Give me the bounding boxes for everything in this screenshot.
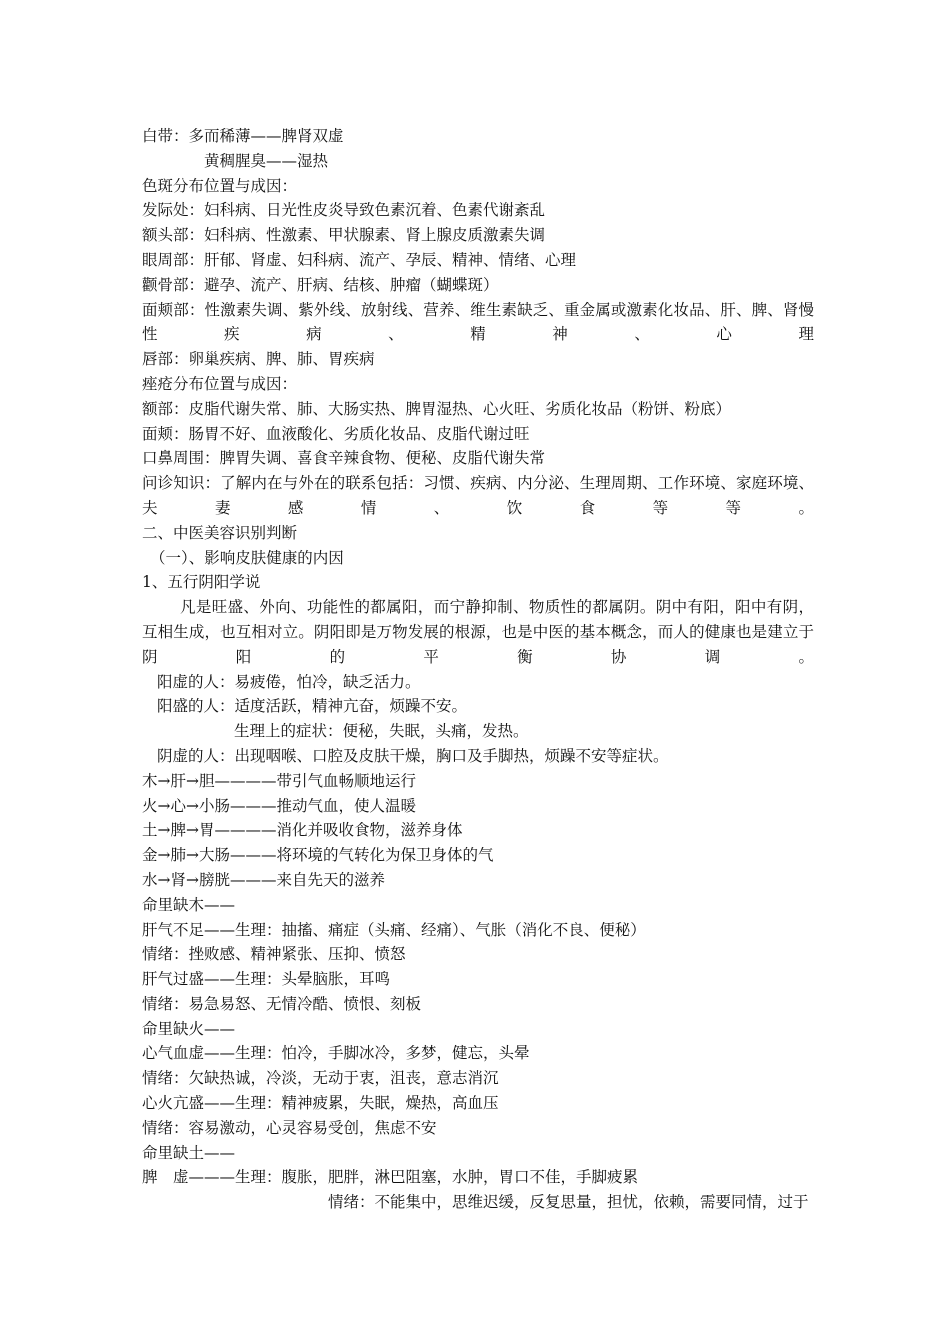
text-line: 情绪：容易激动，心灵容易受创，焦虑不安 [142,1118,437,1137]
text-line: 心火亢盛——生理：精神疲累，失眠，燥热，高血压 [142,1094,499,1113]
text-line: 情绪：不能集中，思维迟缓，反复思量，担忧，依赖，需要同情，过于 [328,1193,809,1212]
text-paragraph: 问诊知识：了解内在与外在的联系包括：习惯、疾病、内分泌、生理周期、工作环境、家庭环境、夫妻感情、饮食等等。 [142,474,814,517]
text-line: 脾 虚———生理：腹胀，肥胖，淋巴阻塞，水肿，胃口不佳，手脚疲累 [142,1168,639,1187]
text-line: 发际处：妇科病、日光性皮炎导致色素沉着、色素代谢紊乱 [142,201,546,220]
text-paragraph: 凡是旺盛、外向、功能性的都属阳，而宁静抑制、物质性的都属阴。阴中有阳，阳中有阴，互相生成，也互相对立。阴阳即是万物发展的根源，也是中医的基本概念，而人的健康也是建立于阴阳的平衡协调。 [142,598,814,666]
text-line: 颧骨部：避孕、流产、肝病、结核、肿瘤（蝴蝶斑） [142,275,499,294]
text-line: 生理上的症状：便秘，失眠，头痛，发热。 [234,722,529,741]
text-line: 黄稠腥臭——湿热 [204,151,329,170]
text-line: 肝气过盛——生理：头晕脑胀，耳鸣 [142,970,391,989]
text-line: 命里缺土—— [142,1143,236,1162]
text-line: 口鼻周围：脾胃失调、喜食辛辣食物、便秘、皮脂代谢失常 [142,449,546,468]
text-line: 面颊：肠胃不好、血液酸化、劣质化妆品、皮脂代谢过旺 [142,424,530,443]
text-line: 木→肝→胆————带引气血畅顺地运行 [142,771,416,790]
text-line: 眼周部：肝郁、肾虚、妇科病、流产、孕辰、精神、情绪、心理 [142,250,577,269]
subsection-heading: 1、五行阴阳学说 [142,573,261,592]
section-heading: 色斑分布位置与成因： [142,176,298,195]
text-line: 额部：皮脂代谢失常、肺、大肠实热、脾胃湿热、心火旺、劣质化妆品（粉饼、粉底） [142,399,732,418]
text-paragraph: 面颊部：性激素失调、紫外线、放射线、营养、维生素缺乏、重金属或激素化妆品、肝、脾、肾慢性疾病、精神、心理 [142,300,814,344]
text-line: 情绪：挫败感、精神紧张、压抑、愤怒 [142,945,406,964]
text-line: 情绪：易急易怒、无情冷酷、愤恨、刻板 [142,994,422,1013]
text-line: 阳虚的人：易疲倦，怕冷，缺乏活力。 [157,672,421,691]
text-line: 额头部：妇科病、性激素、甲状腺素、肾上腺皮质激素失调 [142,226,546,245]
text-line: 心气血虚——生理：怕冷，手脚冰冷，多梦，健忘，头晕 [142,1044,530,1063]
text-line: 土→脾→胃————消化并吸收食物，滋养身体 [142,821,463,840]
text-line: 情绪：欠缺热诚，冷淡，无动于衷，沮丧，意志消沉 [142,1069,499,1088]
text-line: 命里缺木—— [142,895,236,914]
text-line: 阴虚的人：出现咽喉、口腔及皮肤干燥，胸口及手脚热，烦躁不安等症状。 [157,746,669,765]
document-body [142,124,814,1215]
text-line: 水→肾→膀胱———来自先天的滋养 [142,870,385,889]
text-line: 肝气不足——生理：抽搐、痛症（头痛、经痛）、气胀（消化不良、便秘） [142,920,646,939]
text-line: 唇部：卵巢疾病、脾、肺、胃疾病 [142,350,375,369]
subsection-heading: （一）、影响皮肤健康的内因 [150,548,344,567]
text-line: 阳盛的人：适度活跃，精神亢奋，烦躁不安。 [157,697,468,716]
section-heading: 二、中医美容识别判断 [142,523,298,542]
section-heading: 痤疮分布位置与成因： [142,374,298,393]
text-line: 火→心→小肠———推动气血，使人温暖 [142,796,416,815]
text-line: 命里缺火—— [142,1019,236,1038]
text-line: 金→肺→大肠———将环境的气转化为保卫身体的气 [142,846,494,865]
text-line: 白带：多而稀薄——脾肾双虚 [142,127,344,145]
